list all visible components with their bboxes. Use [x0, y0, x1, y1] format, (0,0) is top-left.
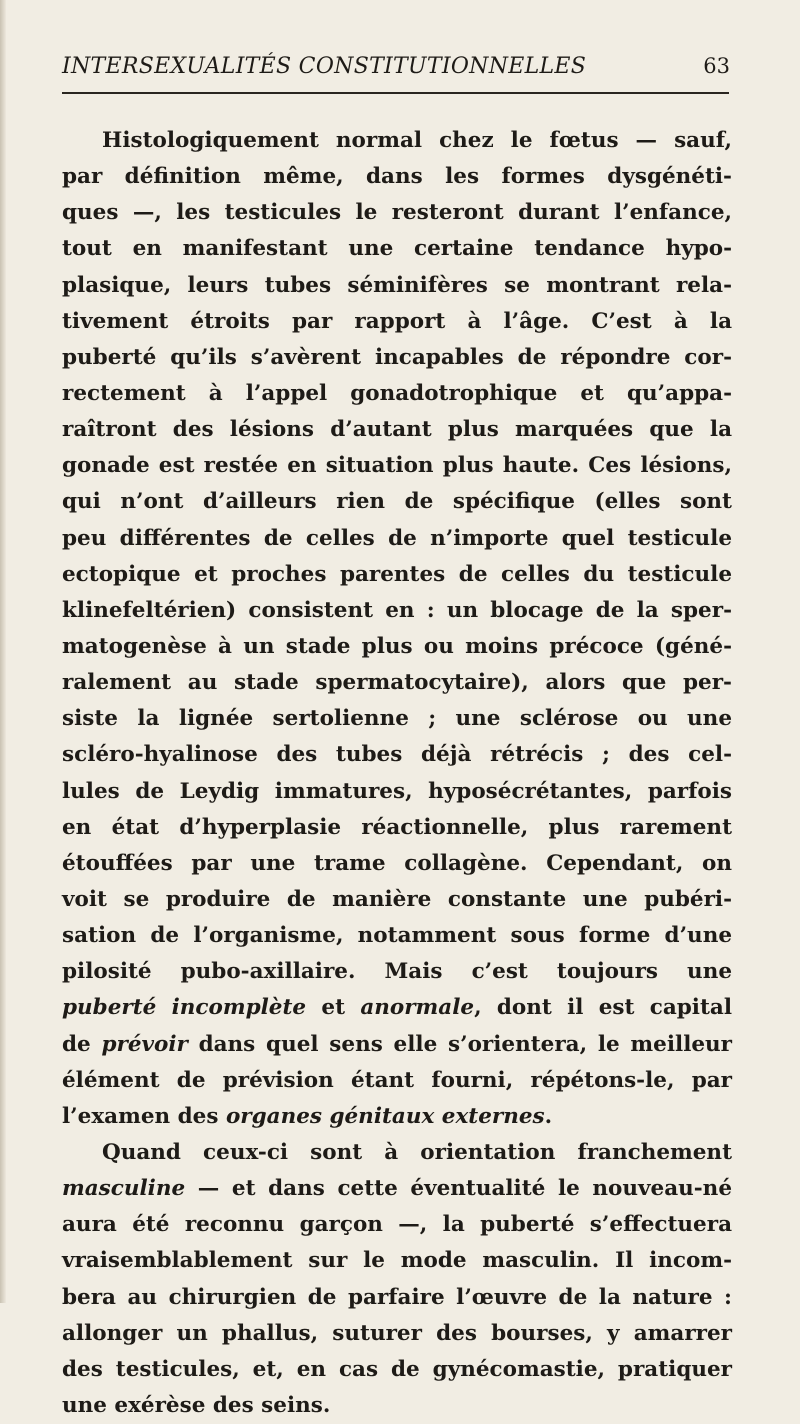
- emphasis-puberte-incomplete: puberté incomplète: [62, 995, 307, 1021]
- text-line: tout en manifestant une certaine tendance hypo-: [62, 236, 732, 262]
- text-run: dans quel sens elle s’orientera, le meilleur: [187, 1031, 732, 1057]
- text-line: [62, 1027, 732, 1063]
- emphasis-masculine: masculine: [62, 1176, 186, 1202]
- text-line: des testicules, et, en cas de gynécomastie, pratiquer: [62, 1356, 732, 1382]
- page-binding-edge: [0, 0, 6, 1303]
- text-line: puberté qu’ils s’avèrent incapables de répondre cor-: [62, 344, 732, 370]
- text-line: bera au chirurgien de parfaire l’œuvre de la nature :: [62, 1284, 732, 1310]
- body-text: [62, 123, 732, 1424]
- text-line: Quand ceux-ci sont à orientation franchement: [102, 1139, 732, 1165]
- text-line: plasique, leurs tubes séminifères se montrant rela-: [62, 272, 732, 298]
- emphasis-anormale: anormale: [360, 995, 475, 1021]
- text-line: élément de prévision étant fourni, répétons-le, par: [62, 1067, 732, 1093]
- text-line: ectopique et proches parentes de celles du testicule: [62, 561, 732, 587]
- text-line: voit se produire de manière constante une pubéri-: [62, 886, 732, 912]
- text-run: l’examen des: [62, 1103, 226, 1129]
- text-line: [62, 990, 732, 1026]
- text-run: de: [62, 1031, 102, 1057]
- text-line: aura été reconnu garçon —, la puberté s’effectuera: [62, 1212, 732, 1238]
- text-line: tivement étroits par rapport à l’âge. C’est à la: [62, 308, 732, 334]
- text-line: [62, 1171, 732, 1207]
- text-line: gonade est restée en situation plus haute. Ces lésions,: [62, 453, 732, 479]
- text-line: siste la lignée sertolienne ; une sclérose ou une: [62, 706, 732, 732]
- text-line: scléro-hyalinose des tubes déjà rétrécis ; des cel-: [62, 742, 732, 768]
- text-line: en état d’hyperplasie réactionnelle, plus rarement: [62, 814, 732, 840]
- emphasis-prevoir: prévoir: [101, 1031, 188, 1057]
- page-number: 63: [703, 54, 730, 78]
- text-line: pilosité pubo-axillaire. Mais c’est toujours une: [62, 959, 732, 985]
- text-line: rectement à l’appel gonadotrophique et qu’appa-: [62, 380, 732, 406]
- text-line: étouffées par une trame collagène. Cependant, on: [62, 850, 732, 876]
- header-rule: [62, 92, 729, 94]
- paragraph-2: [62, 1135, 732, 1424]
- text-line: qui n’ont d’ailleurs rien de spécifique (elles sont: [62, 489, 732, 515]
- text-line: raîtront des lésions d’autant plus marquées que la: [62, 417, 732, 443]
- text-line: matogenèse à un stade plus ou moins précoce (géné-: [62, 633, 732, 659]
- page-header: [62, 54, 730, 90]
- text-line: peu différentes de celles de n’importe quel testicule: [62, 525, 732, 551]
- text-line: ques —, les testicules le resteront durant l’enfance,: [62, 200, 732, 226]
- text-run: , dont il est capital: [474, 995, 732, 1021]
- text-line: sation de l’organisme, notamment sous forme d’une: [62, 923, 732, 949]
- emphasis-organes-genitaux-externes: organes génitaux externes: [225, 1103, 545, 1129]
- text-line: klinefeltérien) consistent en : un blocage de la sper-: [62, 597, 732, 623]
- text-line: vraisemblablement sur le mode masculin. Il incom-: [62, 1248, 732, 1274]
- paragraph-1: [62, 123, 732, 1135]
- text-line: par définition même, dans les formes dysgénéti-: [62, 164, 732, 190]
- text-run: et: [306, 995, 361, 1021]
- text-line: une exérèse des seins.: [62, 1392, 331, 1418]
- text-run: .: [544, 1103, 553, 1129]
- text-line: lules de Leydig immatures, hyposécrétantes, parfois: [62, 778, 732, 804]
- text-line: Histologiquement normal chez le fœtus — sauf,: [102, 128, 732, 153]
- text-line: ralement au stade spermatocytaire), alors que per-: [62, 670, 732, 696]
- text-run: — et dans cette éventualité le nouveau-né: [185, 1176, 732, 1202]
- text-line: allonger un phallus, suturer des bourses, y amarrer: [62, 1320, 732, 1346]
- running-title: INTERSEXUALITÉS CONSTITUTIONNELLES: [62, 54, 587, 79]
- text-line: [62, 1099, 732, 1135]
